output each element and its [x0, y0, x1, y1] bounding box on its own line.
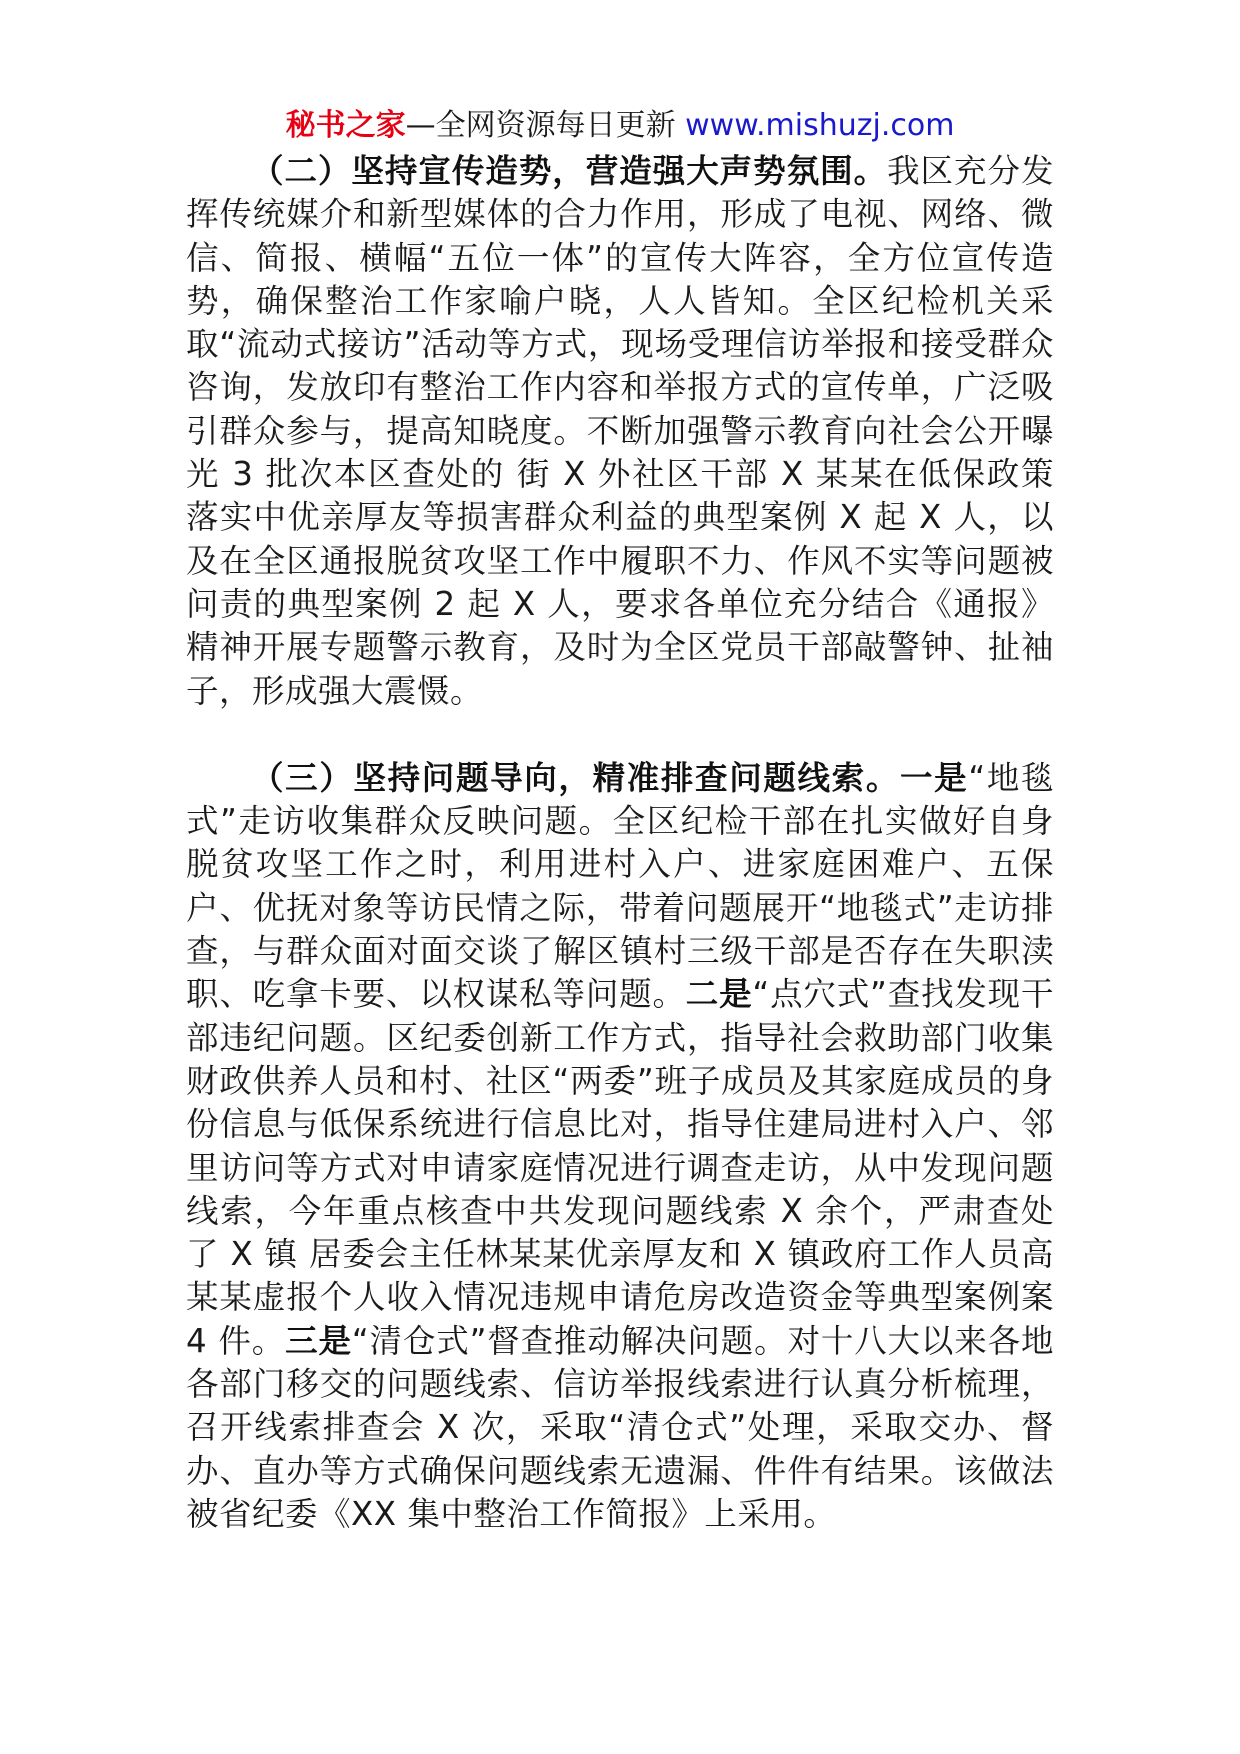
page-header — [0, 104, 1240, 148]
point-text-second: “点穴式”查找发现干部违纪问题。区纪委创新工作方式，指导社会救助部门收集财政供养人员和村、社区“两委”班子成员及其家庭成员的身份信息与低保系统进行信息比对，指导住建局进村入户、邻里访问等方式对申请家庭情况进行调查走访，从中发现问题线索，今年重点核查中共发现问题线索 X 余个，严肃查处了 X 镇 居委会主任林某某优亲厚友和 X 镇政府工作人员高某某虚报个人收入情况违规申请危房改造资金等典型案例案 4 件。 — [186, 975, 1054, 1360]
document-body — [186, 150, 1054, 1536]
point-marker-third: 三是 — [285, 1321, 352, 1360]
site-url: www.mishuzj.com — [685, 108, 955, 143]
paragraph-problem-orientation — [186, 757, 1054, 1536]
section-heading-publicity: （二）坚持宣传造势，营造强大声势氛围。 — [251, 152, 888, 190]
paragraph-publicity-text: 我区充分发挥传统媒介和新型媒体的合力作用，形成了电视、网络、微信、简报、横幅“五位一体”的宣传大阵容，全方位宣传造势，确保整治工作家喻户晓，人人皆知。全区纪检机关采取“流动式接访”活动等方式，现场受理信访举报和接受群众咨询，发放印有整治工作内容和举报方式的宣传单，广泛吸引群众参与，提高知晓度。不断加强警示教育向社会公开曝光 3 批次本区查处的 街 X 外社区干部 X 某某在低保政策落实中优亲厚友等损害群众利益的典型案例 X 起 X 人，以及在全区通报脱贫攻坚工作中履职不力、作风不实等问题被问责的典型案例 2 起 X 人，要求各单位充分结合《通报》精神开展专题警示教育，及时为全区党员干部敲警钟、扯袖子，形成强大震慑。 — [186, 152, 1054, 710]
paragraph-publicity — [186, 150, 1054, 713]
point-text-first: “地毯式”走访收集群众反映问题。全区纪检干部在扎实做好自身脱贫攻坚工作之时，利用进村入户、进家庭困难户、五保户、优抚对象等访民情之际，带着问题展开“地毯式”走访排查，与群众面对面交谈了解区镇村三级干部是否存在失职渎职、吃拿卡要、以权谋私等问题。 — [186, 758, 1054, 1014]
point-marker-first: 一是 — [900, 758, 969, 797]
point-text-third: “清仓式”督查推动解决问题。对十八大以来各地各部门移交的问题线索、信访举报线索进行认真分析梳理，召开线索排查会 X 次，采取“清仓式”处理，采取交办、督办、直办等方式确保问题线索无遗漏、件件有结果。该做法被省纪委《XX 集中整治工作简报》上采用。 — [186, 1321, 1054, 1533]
header-slogan: —全网资源每日更新 — [405, 108, 676, 143]
section-heading-problem-orientation: （三）坚持问题导向，精准排查问题线索。 — [251, 758, 900, 797]
brand-name: 秘书之家 — [285, 108, 406, 143]
point-marker-second: 二是 — [685, 975, 753, 1014]
